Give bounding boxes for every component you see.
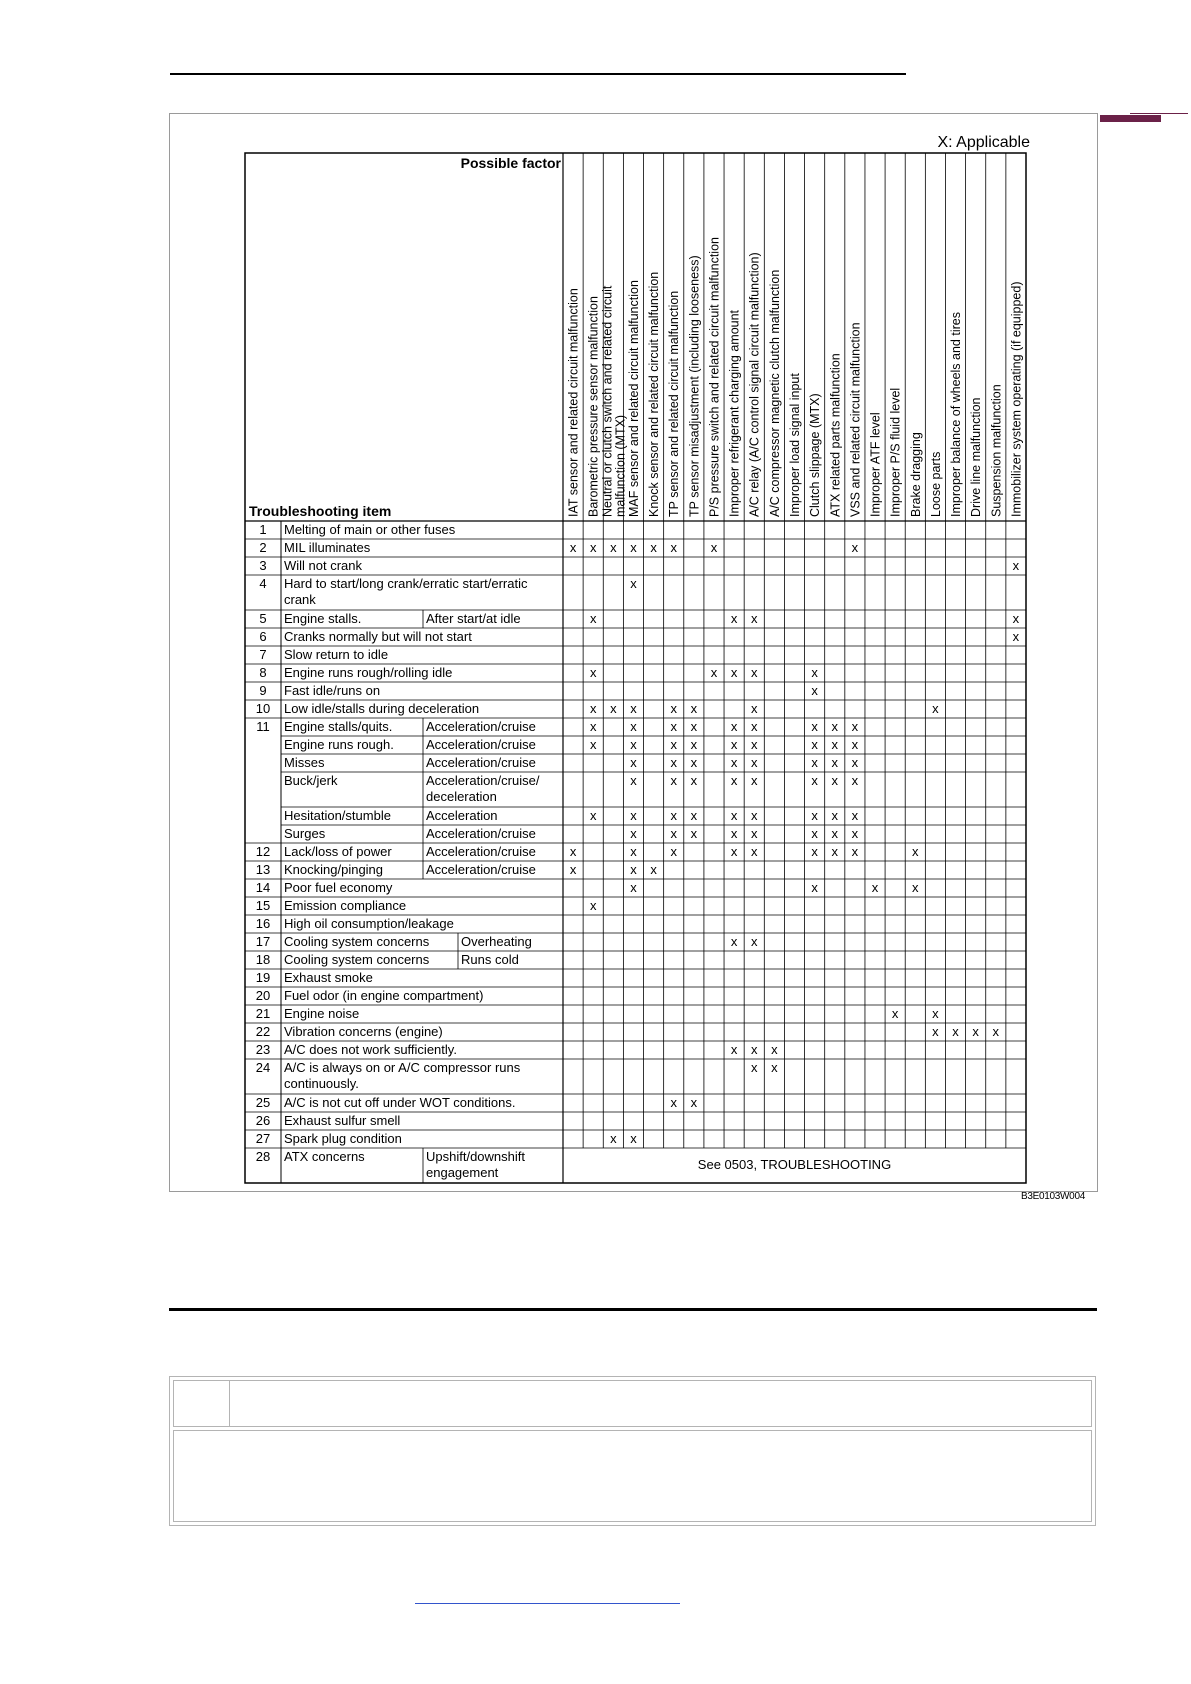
applicable-mark: x — [589, 701, 597, 716]
row-item: A/C does not work sufficiently. — [284, 1042, 457, 1057]
row-item: Hesitation/stumble — [284, 808, 391, 823]
applicable-mark: x — [851, 737, 859, 752]
troubleshooting-figure — [169, 113, 1098, 1192]
row-item: Engine noise — [284, 1006, 360, 1021]
applicable-mark: x — [730, 934, 738, 949]
applicable-mark: x — [750, 808, 758, 823]
row-condition: Acceleration/cruise — [426, 755, 536, 770]
row-item: Slow return to idle — [284, 647, 389, 662]
applicable-mark: x — [1012, 558, 1020, 573]
factor-label: Immobilizer system operating (if equipped) — [1009, 281, 1024, 517]
applicable-mark: x — [851, 719, 859, 734]
row-number: 7 — [259, 647, 267, 662]
factor-label: Neutral or clutch switch and related circuit — [600, 285, 615, 517]
row-condition: Upshift/downshift — [426, 1149, 525, 1164]
applicable-mark: x — [589, 611, 597, 626]
factor-label: Improper balance of wheels and tires — [949, 312, 964, 517]
row-number: 26 — [255, 1113, 271, 1128]
applicable-mark: x — [730, 737, 738, 752]
applicable-mark: x — [589, 808, 597, 823]
applicable-mark: x — [831, 737, 839, 752]
applicable-mark: x — [730, 1042, 738, 1057]
factor-label: Knock sensor and related circuit malfunction — [647, 271, 662, 517]
applicable-mark: x — [811, 737, 818, 752]
applicable-mark: x — [851, 808, 859, 823]
corner-marker — [1100, 115, 1161, 122]
applicable-mark: x — [750, 611, 758, 626]
see-note: See 0503, TROUBLESHOOTING — [697, 1157, 892, 1172]
applicable-mark: x — [811, 719, 818, 734]
factor-label: P/S pressure switch and related circuit malfunction — [707, 237, 722, 517]
applicable-mark: x — [690, 701, 698, 716]
row-item: Melting of main or other fuses — [284, 522, 456, 537]
row-item: Emission compliance — [284, 898, 407, 913]
row-item: High oil consumption/leakage — [284, 916, 454, 931]
factor-label: ATX related parts malfunction — [828, 353, 843, 517]
applicable-mark: x — [670, 808, 677, 823]
row-item: continuously. — [284, 1076, 359, 1091]
row-condition: Acceleration — [426, 808, 498, 823]
row-item: Cooling system concerns — [284, 934, 430, 949]
applicable-mark: x — [750, 665, 758, 680]
row-condition: After start/at idle — [426, 611, 521, 626]
applicable-mark: x — [670, 755, 677, 770]
applicable-mark: x — [630, 862, 637, 877]
applicable-mark: x — [912, 880, 919, 895]
row-item: Buck/jerk — [284, 773, 338, 788]
applicable-mark: x — [589, 898, 597, 913]
row-number: 4 — [259, 576, 267, 591]
applicable-mark: x — [750, 755, 758, 770]
row-number: 10 — [255, 701, 271, 716]
applicable-mark: x — [670, 844, 677, 859]
row-condition: Acceleration/cruise — [426, 719, 536, 734]
applicable-mark: x — [670, 719, 677, 734]
applicable-mark: x — [851, 540, 859, 555]
row-condition: Acceleration/cruise — [426, 862, 536, 877]
row-condition: Overheating — [461, 934, 532, 949]
factor-label: Clutch slippage (MTX) — [808, 393, 823, 517]
applicable-mark: x — [831, 719, 839, 734]
applicable-mark: x — [630, 737, 637, 752]
applicable-mark: x — [670, 773, 677, 788]
factor-label: Improper refrigerant charging amount — [727, 309, 742, 517]
applicable-mark: x — [750, 719, 758, 734]
troubleshooting-chart — [170, 114, 1097, 1191]
applicable-mark: x — [630, 540, 637, 555]
factor-label: Improper P/S fluid level — [888, 387, 903, 517]
applicable-mark: x — [750, 934, 758, 949]
row-number: 18 — [255, 952, 271, 967]
applicable-mark: x — [610, 540, 617, 555]
applicable-mark: x — [710, 665, 718, 680]
footer-link[interactable] — [415, 1603, 680, 1604]
applicable-mark: x — [912, 844, 919, 859]
row-condition: Acceleration/cruise — [426, 737, 536, 752]
note-box — [169, 1376, 1096, 1526]
row-number: 28 — [255, 1149, 271, 1164]
row-item: Poor fuel economy — [284, 880, 393, 895]
factor-label: Brake dragging — [908, 432, 923, 517]
applicable-mark: x — [750, 826, 758, 841]
row-number: 24 — [255, 1060, 271, 1075]
applicable-mark: x — [831, 826, 839, 841]
applicable-mark: x — [811, 880, 818, 895]
applicable-mark: x — [730, 611, 738, 626]
applicable-mark: x — [730, 755, 738, 770]
applicable-mark: x — [690, 1095, 698, 1110]
applicable-mark: x — [730, 844, 738, 859]
factor-label: A/C relay (A/C control signal circuit malfunction) — [747, 252, 762, 517]
corner-marker-line — [1130, 113, 1188, 114]
row-item: Low idle/stalls during deceleration — [284, 701, 480, 716]
applicable-mark: x — [811, 773, 818, 788]
applicable-mark: x — [690, 737, 698, 752]
row-item: crank — [284, 592, 316, 607]
applicable-mark: x — [569, 844, 577, 859]
row-number: 27 — [255, 1131, 271, 1146]
note-icon-cell — [174, 1381, 230, 1426]
applicable-mark: x — [811, 755, 818, 770]
applicable-mark: x — [891, 1006, 899, 1021]
applicable-mark: x — [630, 701, 637, 716]
row-item: Cooling system concerns — [284, 952, 430, 967]
applicable-mark: x — [670, 737, 677, 752]
row-item: A/C is always on or A/C compressor runs — [284, 1060, 521, 1075]
applicable-mark: x — [811, 808, 818, 823]
applicable-mark: x — [710, 540, 718, 555]
applicable-mark: x — [771, 1042, 778, 1057]
applicable-mark: x — [992, 1024, 1000, 1039]
row-item: Engine runs rough/rolling idle — [284, 665, 453, 680]
applicable-mark: x — [932, 701, 939, 716]
applicable-mark: x — [750, 701, 758, 716]
applicable-mark: x — [851, 844, 859, 859]
row-condition: Acceleration/cruise/ — [426, 773, 540, 788]
applicable-mark: x — [750, 773, 758, 788]
top-rule — [170, 73, 906, 75]
row-number: 1 — [259, 522, 267, 537]
applicable-mark: x — [690, 773, 698, 788]
applicable-mark: x — [630, 576, 637, 591]
row-item: Cranks normally but will not start — [284, 629, 472, 644]
factor-label: A/C compressor magnetic clutch malfunction — [767, 269, 782, 517]
applicable-mark: x — [730, 719, 738, 734]
applicable-mark: x — [630, 880, 637, 895]
applicable-mark: x — [670, 1095, 677, 1110]
applicable-mark: x — [630, 826, 637, 841]
row-item: Hard to start/long crank/erratic start/erratic — [284, 576, 528, 591]
row-number: 15 — [255, 898, 271, 913]
applicable-mark: x — [630, 844, 637, 859]
row-number: 25 — [255, 1095, 271, 1110]
row-item: A/C is not cut off under WOT conditions. — [284, 1095, 516, 1110]
row-number: 12 — [255, 844, 271, 859]
applicable-mark: x — [610, 1131, 617, 1146]
factor-label: malfunction (MTX) — [613, 414, 628, 517]
factor-label: VSS and related circuit malfunction — [848, 322, 863, 517]
applicable-mark: x — [630, 719, 637, 734]
applicable-mark: x — [650, 540, 657, 555]
factor-label: Improper load signal input — [788, 373, 802, 517]
row-number: 14 — [255, 880, 271, 895]
applicable-mark: x — [670, 701, 677, 716]
row-number: 19 — [255, 970, 271, 985]
row-number: 2 — [259, 540, 267, 555]
applicable-mark: x — [750, 844, 758, 859]
applicable-mark: x — [589, 737, 597, 752]
note-header-row — [173, 1380, 1092, 1427]
row-condition: deceleration — [426, 789, 497, 804]
row-condition: Acceleration/cruise — [426, 826, 536, 841]
row-item: Fast idle/runs on — [284, 683, 381, 698]
applicable-mark: x — [690, 826, 698, 841]
applicable-mark: x — [750, 737, 758, 752]
applicable-mark: x — [730, 665, 738, 680]
applicable-mark: x — [771, 1060, 778, 1075]
row-item: MIL illuminates — [284, 540, 371, 555]
row-item: Will not crank — [284, 558, 363, 573]
factor-label: Drive line malfunction — [969, 397, 984, 517]
row-number: 20 — [255, 988, 271, 1003]
applicable-mark: x — [589, 540, 597, 555]
row-item: Engine stalls. — [284, 611, 362, 626]
applicable-mark: x — [831, 844, 839, 859]
section-rule — [169, 1308, 1097, 1311]
applicable-mark: x — [690, 719, 698, 734]
factor-label: Suspension malfunction — [989, 384, 1004, 517]
factor-label: Loose parts — [928, 451, 943, 517]
applicable-mark: x — [610, 701, 617, 716]
row-item: Spark plug condition — [284, 1131, 402, 1146]
factor-label: TP sensor misadjustment (including looseness) — [687, 255, 702, 517]
row-number: 8 — [259, 665, 267, 680]
applicable-mark: x — [630, 1131, 637, 1146]
applicable-mark: x — [851, 773, 859, 788]
applicable-mark: x — [630, 808, 637, 823]
applicable-mark: x — [972, 1024, 979, 1039]
figure-code: B3E0103W004 — [1021, 1191, 1085, 1202]
applicable-mark: x — [952, 1024, 959, 1039]
applicable-mark: x — [690, 808, 698, 823]
applicable-mark: x — [831, 755, 839, 770]
applicable-mark: x — [1012, 611, 1020, 626]
applicable-mark: x — [569, 540, 577, 555]
applicable-mark: x — [690, 755, 698, 770]
applicable-mark: x — [851, 755, 859, 770]
row-number: 6 — [259, 629, 267, 644]
row-number: 5 — [259, 611, 267, 626]
row-condition: Runs cold — [461, 952, 519, 967]
row-item: ATX concerns — [284, 1149, 365, 1164]
factor-label: MAF sensor and related circuit malfunction — [626, 280, 641, 517]
factor-label: IAT sensor and related circuit malfunction — [566, 288, 581, 517]
row-condition: Acceleration/cruise — [426, 844, 536, 859]
row-number: 11 — [256, 719, 270, 734]
applicable-mark: x — [730, 808, 738, 823]
applicable-mark: x — [670, 540, 677, 555]
applicable-mark: x — [589, 719, 597, 734]
row-number: 22 — [255, 1024, 271, 1039]
row-item: Exhaust sulfur smell — [284, 1113, 401, 1128]
row-item: Engine runs rough. — [284, 737, 394, 752]
applicable-mark: x — [811, 683, 818, 698]
applicable-mark: x — [932, 1024, 939, 1039]
applicable-mark: x — [730, 773, 738, 788]
applicable-mark: x — [730, 826, 738, 841]
legend: X: Applicable — [937, 134, 1030, 151]
applicable-mark: x — [831, 808, 839, 823]
applicable-mark: x — [750, 1060, 758, 1075]
applicable-mark: x — [569, 862, 577, 877]
row-item: Lack/loss of power — [284, 844, 392, 859]
applicable-mark: x — [650, 862, 657, 877]
row-number: 16 — [255, 916, 271, 931]
row-item: Vibration concerns (engine) — [284, 1024, 443, 1039]
row-item: Fuel odor (in engine compartment) — [284, 988, 484, 1003]
applicable-mark: x — [630, 773, 637, 788]
applicable-mark: x — [811, 844, 818, 859]
row-item: Surges — [284, 826, 326, 841]
applicable-mark: x — [1012, 629, 1020, 644]
row-number: 13 — [255, 862, 271, 877]
row-item: Engine stalls/quits. — [284, 719, 393, 734]
factor-label: Improper ATF level — [868, 412, 883, 517]
possible-factor-header: Possible factor — [460, 155, 561, 171]
row-number: 3 — [259, 558, 267, 573]
factor-label: TP sensor and related circuit malfunction — [667, 290, 682, 517]
row-number: 21 — [255, 1006, 271, 1021]
factor-label: Barometric pressure sensor malfunction — [586, 296, 601, 517]
row-number: 9 — [259, 683, 267, 698]
row-condition: engagement — [426, 1165, 499, 1180]
row-item: Knocking/pinging — [284, 862, 384, 877]
note-body — [173, 1430, 1092, 1522]
applicable-mark: x — [630, 755, 637, 770]
applicable-mark: x — [932, 1006, 939, 1021]
row-item: Misses — [284, 755, 325, 770]
applicable-mark: x — [851, 826, 859, 841]
applicable-mark: x — [670, 826, 677, 841]
applicable-mark: x — [811, 826, 818, 841]
row-number: 17 — [255, 934, 271, 949]
applicable-mark: x — [750, 1042, 758, 1057]
row-number: 23 — [255, 1042, 271, 1057]
applicable-mark: x — [811, 665, 818, 680]
applicable-mark: x — [831, 773, 839, 788]
row-item: Exhaust smoke — [284, 970, 373, 985]
applicable-mark: x — [589, 665, 597, 680]
applicable-mark: x — [871, 880, 879, 895]
troubleshooting-item-header: Troubleshooting item — [249, 503, 392, 519]
